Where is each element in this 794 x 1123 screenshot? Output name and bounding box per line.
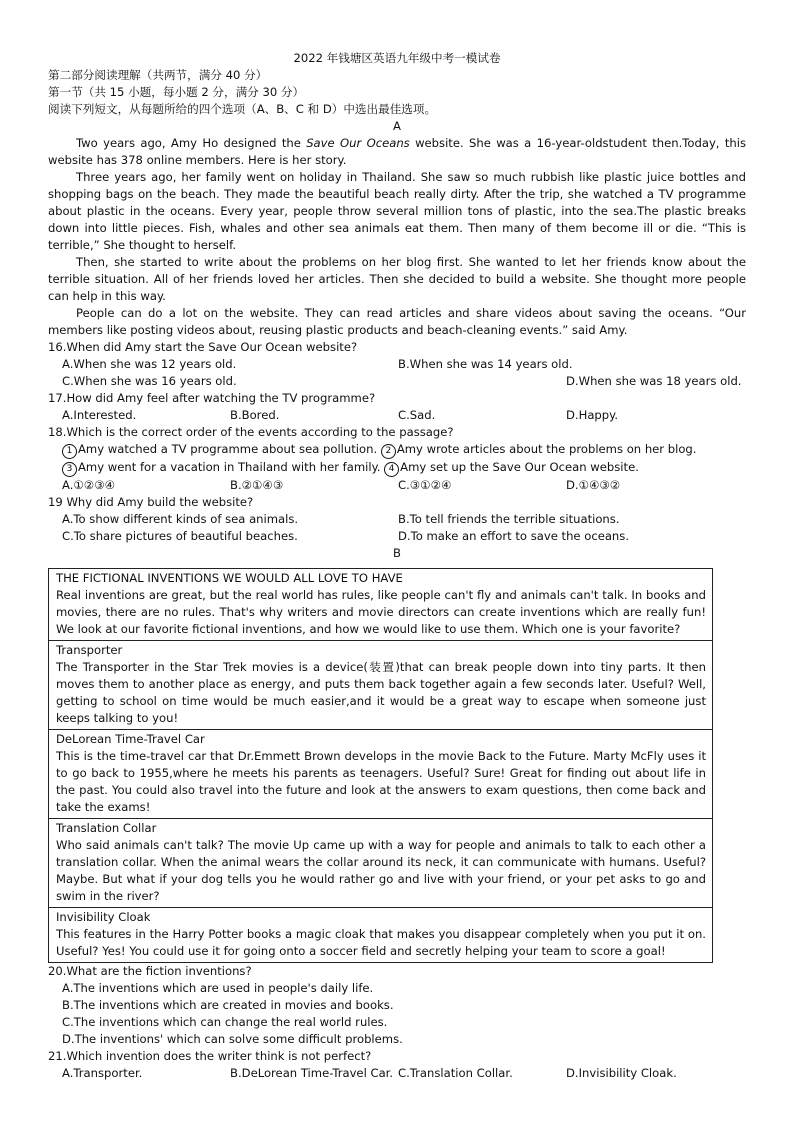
exam-title: 2022 年钱塘区英语九年级中考一模试卷 bbox=[293, 51, 501, 65]
website-name: Save Our Oceans bbox=[306, 136, 410, 150]
event-number-1: 1 bbox=[62, 444, 77, 459]
question-17-stem: 17.How did Amy feel after watching the TV programme? bbox=[48, 391, 376, 405]
event-4: Amy set up the Save Our Ocean website. bbox=[400, 460, 639, 474]
table-row bbox=[49, 730, 713, 819]
question-21-option-c: C.Translation Collar. bbox=[398, 1066, 513, 1080]
question-21-option-b: B.DeLorean Time-Travel Car. bbox=[230, 1066, 394, 1080]
table-row bbox=[49, 908, 713, 963]
question-18-option-c: C.③①②④ bbox=[398, 478, 452, 492]
question-21-option-d: D.Invisibility Cloak. bbox=[566, 1066, 677, 1080]
question-21-option-a: A.Transporter. bbox=[62, 1066, 143, 1080]
question-18-stem: 18.Which is the correct order of the events according to the passage? bbox=[48, 425, 454, 439]
question-19-option-a: A.To show different kinds of sea animals. bbox=[62, 512, 299, 526]
section-heading: 第一节（共 15 小题，每小题 2 分，满分 30 分） bbox=[48, 85, 305, 99]
row-heading: Transporter bbox=[56, 643, 123, 657]
row-body: The Transporter in the Star Trek movies is a device(装置)that can break people down into tiny parts. It then moves them to another place as energy, and puts them back together again a few seconds later. Useful? Well, getting to school on time would be much easier,and it would be a great way to escape when someone just keeps talking to you! bbox=[56, 660, 706, 725]
question-18-option-b: B.②①④③ bbox=[230, 478, 284, 492]
question-17-options bbox=[48, 407, 746, 424]
question-20-option-a: A.The inventions which are used in people's daily life. bbox=[62, 981, 374, 995]
question-16-options-row-2 bbox=[48, 373, 746, 390]
event-number-2: 2 bbox=[381, 444, 396, 459]
question-19-option-c: C.To share pictures of beautiful beaches. bbox=[62, 529, 298, 543]
question-19-option-d: D.To make an effort to save the oceans. bbox=[398, 529, 630, 543]
part-heading: 第二部分阅读理解（共两节，满分 40 分） bbox=[48, 68, 268, 82]
question-17-option-c: C.Sad. bbox=[398, 408, 436, 422]
exam-page bbox=[48, 50, 746, 1082]
question-17-option-a: A.Interested. bbox=[62, 408, 137, 422]
question-19-options-row-2 bbox=[48, 528, 746, 545]
passage-a-paragraph-1: Two years ago, Amy Ho designed the Save Our Oceans website. She was a 16-year-oldstudent then.Today, this website has 378 online members. Here is her story. bbox=[48, 136, 746, 167]
question-20-option-d: D.The inventions' which can solve some difficult problems. bbox=[62, 1032, 403, 1046]
question-18-options bbox=[48, 477, 746, 494]
question-16-option-d: D.When she was 18 years old. bbox=[566, 374, 742, 388]
row-body: Real inventions are great, but the real world has rules, like people can't fly and animals can't talk. In books and movies, there are no rules. That's why writers and movie directors can create inventions which are really fun! We look at our favorite fictional inventions, and how we would like to use them. Which one is your favorite? bbox=[56, 588, 706, 636]
question-18-events-row-1 bbox=[48, 441, 746, 459]
inventions-table bbox=[48, 568, 713, 963]
question-18-events-row-2 bbox=[48, 459, 746, 477]
question-20-option-b: B.The inventions which are created in movies and books. bbox=[62, 998, 394, 1012]
passage-b-label: B bbox=[393, 546, 401, 560]
event-3: Amy went for a vacation in Thailand with her family. bbox=[78, 460, 381, 474]
question-17-option-b: B.Bored. bbox=[230, 408, 280, 422]
question-18-option-a: A.①②③④ bbox=[62, 478, 115, 492]
event-number-3: 3 bbox=[62, 462, 77, 477]
question-18-option-d: D.①④③② bbox=[566, 478, 621, 492]
passage-a-paragraph-4: People can do a lot on the website. They can read articles and share videos about saving the oceans. “Our members like posting videos about, reusing plastic products and beach-cleaning events.” said Amy. bbox=[48, 306, 746, 337]
event-1: Amy watched a TV programme about sea pollution. bbox=[78, 442, 378, 456]
instruction-text: 阅读下列短文，从每题所给的四个选项（A、B、C 和 D）中选出最佳选项。 bbox=[48, 102, 437, 116]
question-20-stem: 20.What are the fiction inventions? bbox=[48, 964, 252, 978]
row-heading: DeLorean Time-Travel Car bbox=[56, 732, 205, 746]
table-row bbox=[49, 569, 713, 641]
question-16-option-a: A.When she was 12 years old. bbox=[62, 357, 237, 371]
row-body: This is the time-travel car that Dr.Emmett Brown develops in the movie Back to the Future. Marty McFly uses it to go back to 1955,where he meets his parents as teenagers. Useful? Sure! Great for finding out about life in the past. You could also travel into the future and look at the answers to exam questions, then come back and take the exams! bbox=[56, 749, 706, 814]
event-2: Amy wrote articles about the problems on her blog. bbox=[396, 442, 697, 456]
question-19-options-row-1 bbox=[48, 511, 746, 528]
row-body: This features in the Harry Potter books a magic cloak that makes you disappear completely when you put it on. Useful? Yes! You could use it for going onto a soccer field and secretly helping your team to score a goal! bbox=[56, 927, 706, 958]
row-heading: Invisibility Cloak bbox=[56, 910, 151, 924]
table-row bbox=[49, 819, 713, 908]
question-21-stem: 21.Which invention does the writer think is not perfect? bbox=[48, 1049, 372, 1063]
question-16-stem: 16.When did Amy start the Save Our Ocean website? bbox=[48, 340, 358, 354]
table-row bbox=[49, 641, 713, 730]
question-21-options bbox=[48, 1065, 746, 1082]
question-17-option-d: D.Happy. bbox=[566, 408, 619, 422]
question-19-option-b: B.To tell friends the terrible situations. bbox=[398, 512, 620, 526]
row-heading: Translation Collar bbox=[56, 821, 157, 835]
question-16-options-row-1 bbox=[48, 356, 746, 373]
question-16-option-b: B.When she was 14 years old. bbox=[398, 357, 573, 371]
event-number-4: 4 bbox=[384, 462, 399, 477]
question-16-option-c: C.When she was 16 years old. bbox=[62, 374, 237, 388]
question-20-option-c: C.The inventions which can change the real world rules. bbox=[62, 1015, 388, 1029]
passage-a-label: A bbox=[393, 119, 401, 133]
passage-a-paragraph-3: Then, she started to write about the problems on her blog first. She wanted to let her friends know about the terrible situation. All of her friends loved her articles. Then she decided to build a website. She thought more people can help in this way. bbox=[48, 255, 746, 303]
row-heading: THE FICTIONAL INVENTIONS WE WOULD ALL LOVE TO HAVE bbox=[56, 571, 403, 585]
question-19-stem: 19 Why did Amy build the website? bbox=[48, 495, 254, 509]
row-body: Who said animals can't talk? The movie Up came up with a way for people and animals to talk to each other a translation collar. When the animal wears the collar around its neck, it can communicate with humans. Useful? Maybe. But what if your dog tells you he would rather go and live with your friend, or your pet asks to go and swim in the river? bbox=[56, 838, 706, 903]
passage-a-paragraph-2: Three years ago, her family went on holiday in Thailand. She saw so much rubbish like plastic juice bottles and shopping bags on the beach. They made the beautiful beach really dirty. After the trip, she watched a TV programme about plastic in the oceans. Every year, people throw several million tons of plastic, into the sea.The plastic breaks down into little pieces. Fish, whales and other sea animals eat them. Then many of them become ill or die. “This is terrible,” She thought to herself. bbox=[48, 170, 746, 252]
